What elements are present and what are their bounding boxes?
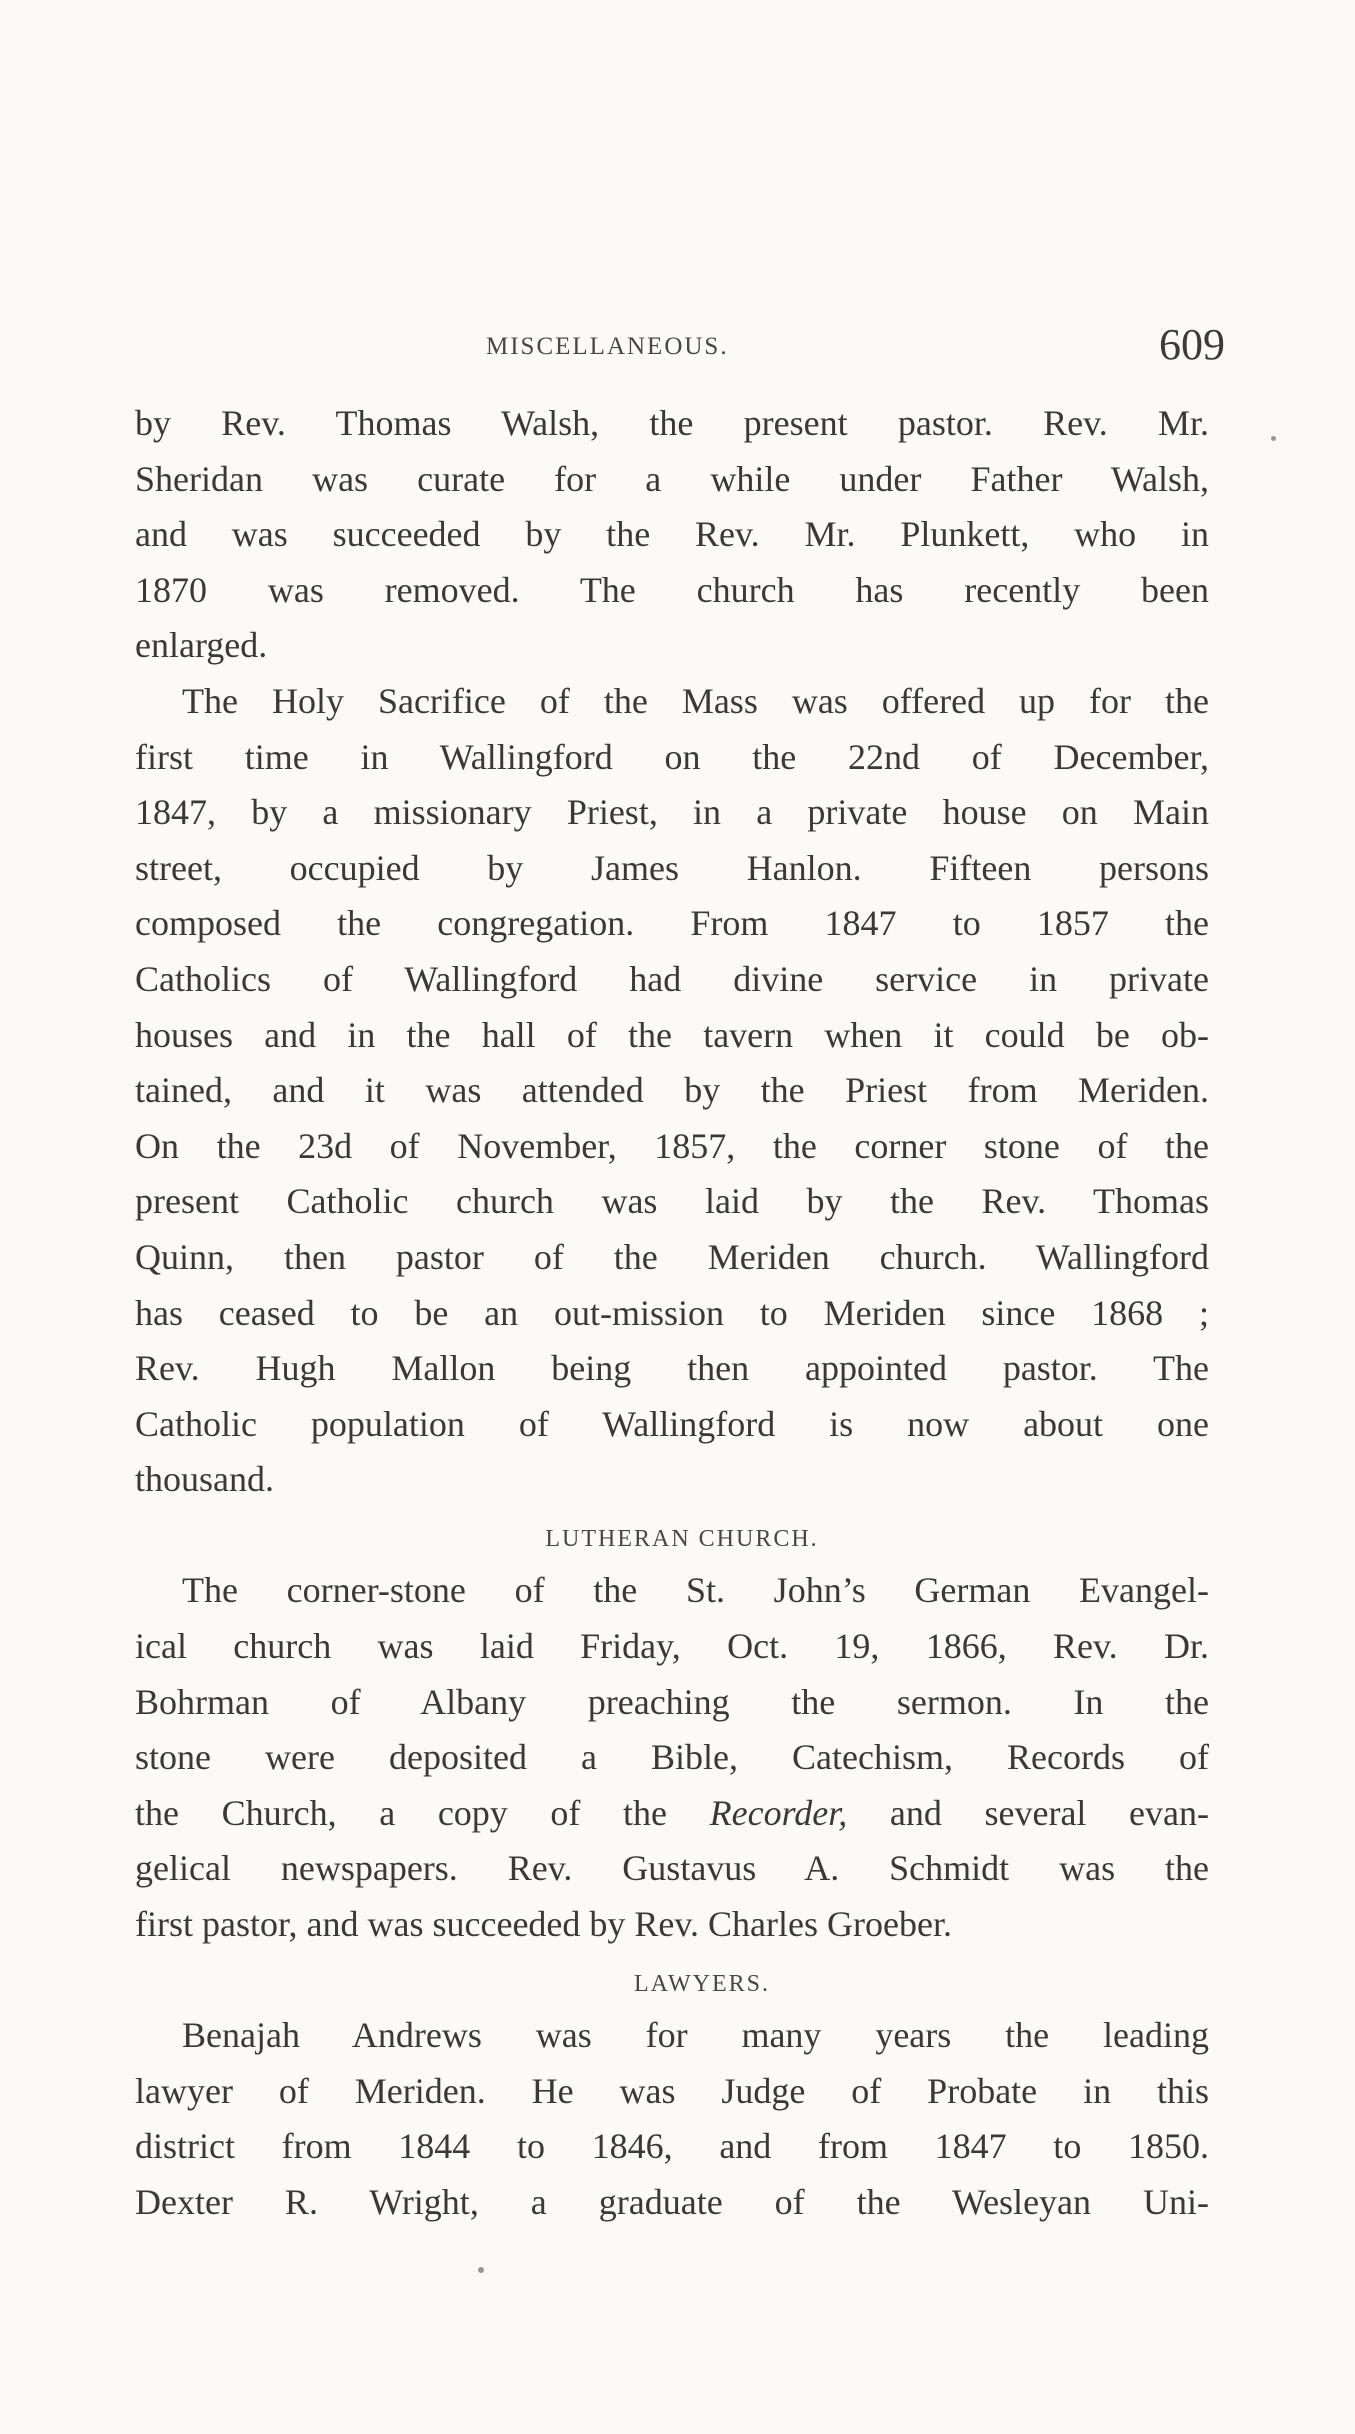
text-line: Bohrman of Albany preaching the sermon. In the bbox=[135, 1681, 1209, 1722]
text-line: On the 23d of November, 1857, the corner stone of the bbox=[135, 1125, 1209, 1166]
text-line: and was succeeded by the Rev. Mr. Plunkett, who in bbox=[135, 514, 1209, 555]
body-text bbox=[135, 396, 1209, 2231]
text-line: stone were deposited a Bible, Catechism, Records of bbox=[135, 1737, 1209, 1778]
text-line: Benajah Andrews was for many years the leading bbox=[182, 2015, 1209, 2056]
text-fragment: the Church, a copy of the bbox=[135, 1792, 710, 1833]
text-line: tained, and it was attended by the Priest from Meriden. bbox=[135, 1070, 1209, 1111]
text-line: Rev. Hugh Mallon being then appointed pastor. The bbox=[135, 1348, 1209, 1389]
text-line: enlarged. bbox=[135, 625, 268, 666]
paper-speck bbox=[1271, 436, 1276, 441]
running-title: MISCELLANEOUS. bbox=[486, 333, 729, 360]
page-number: 609 bbox=[1159, 320, 1225, 369]
text-line: Dexter R. Wright, a graduate of the Wesleyan Uni- bbox=[135, 2182, 1209, 2222]
section-heading-lawyers: LAWYERS. bbox=[633, 1970, 771, 1997]
text-line: district from 1844 to 1846, and from 1847 to 1850. bbox=[135, 2126, 1209, 2167]
text-line: 1870 was removed. The church has recently been bbox=[135, 569, 1209, 610]
running-head bbox=[135, 320, 1225, 377]
text-line: first pastor, and was succeeded by Rev. Charles Groeber. bbox=[135, 1904, 952, 1945]
text-line: thousand. bbox=[135, 1459, 274, 1500]
text-line: houses and in the hall of the tavern when it could be ob- bbox=[135, 1014, 1209, 1055]
text-line: gelical newspapers. Rev. Gustavus A. Schmidt was the bbox=[135, 1848, 1209, 1889]
text-line: Catholics of Wallingford had divine service in private bbox=[135, 958, 1209, 999]
text-line: Sheridan was curate for a while under Father Walsh, bbox=[135, 458, 1209, 499]
text-line-with-italic bbox=[135, 1786, 1209, 1842]
text-line: has ceased to be an out-mission to Meriden since 1868 ; bbox=[135, 1292, 1209, 1333]
text-line: first time in Wallingford on the 22nd of December, bbox=[135, 736, 1209, 777]
text-line: 1847, by a missionary Priest, in a private house on Main bbox=[135, 792, 1209, 833]
section-heading-lutheran: LUTHERAN CHURCH. bbox=[545, 1525, 819, 1552]
paper-speck bbox=[478, 2267, 484, 2273]
text-fragment: and several evan- bbox=[847, 1792, 1209, 1833]
text-line: Quinn, then pastor of the Meriden church. Wallingford bbox=[135, 1236, 1209, 1277]
italic-newspaper-title: Recorder, bbox=[709, 1792, 848, 1833]
text-line: by Rev. Thomas Walsh, the present pastor. Rev. Mr. bbox=[135, 403, 1209, 443]
text-line: lawyer of Meriden. He was Judge of Probate in this bbox=[135, 2070, 1209, 2111]
text-line: ical church was laid Friday, Oct. 19, 1866, Rev. Dr. bbox=[135, 1626, 1209, 1667]
text-line: The Holy Sacrifice of the Mass was offered up for the bbox=[182, 680, 1209, 721]
text-line: street, occupied by James Hanlon. Fifteen persons bbox=[135, 847, 1209, 888]
text-line: composed the congregation. From 1847 to 1857 the bbox=[135, 903, 1209, 944]
text-line: Catholic population of Wallingford is now about one bbox=[135, 1403, 1209, 1444]
text-line: The corner-stone of the St. John’s German Evangel- bbox=[182, 1570, 1209, 1611]
text-line: present Catholic church was laid by the Rev. Thomas bbox=[135, 1181, 1209, 1222]
